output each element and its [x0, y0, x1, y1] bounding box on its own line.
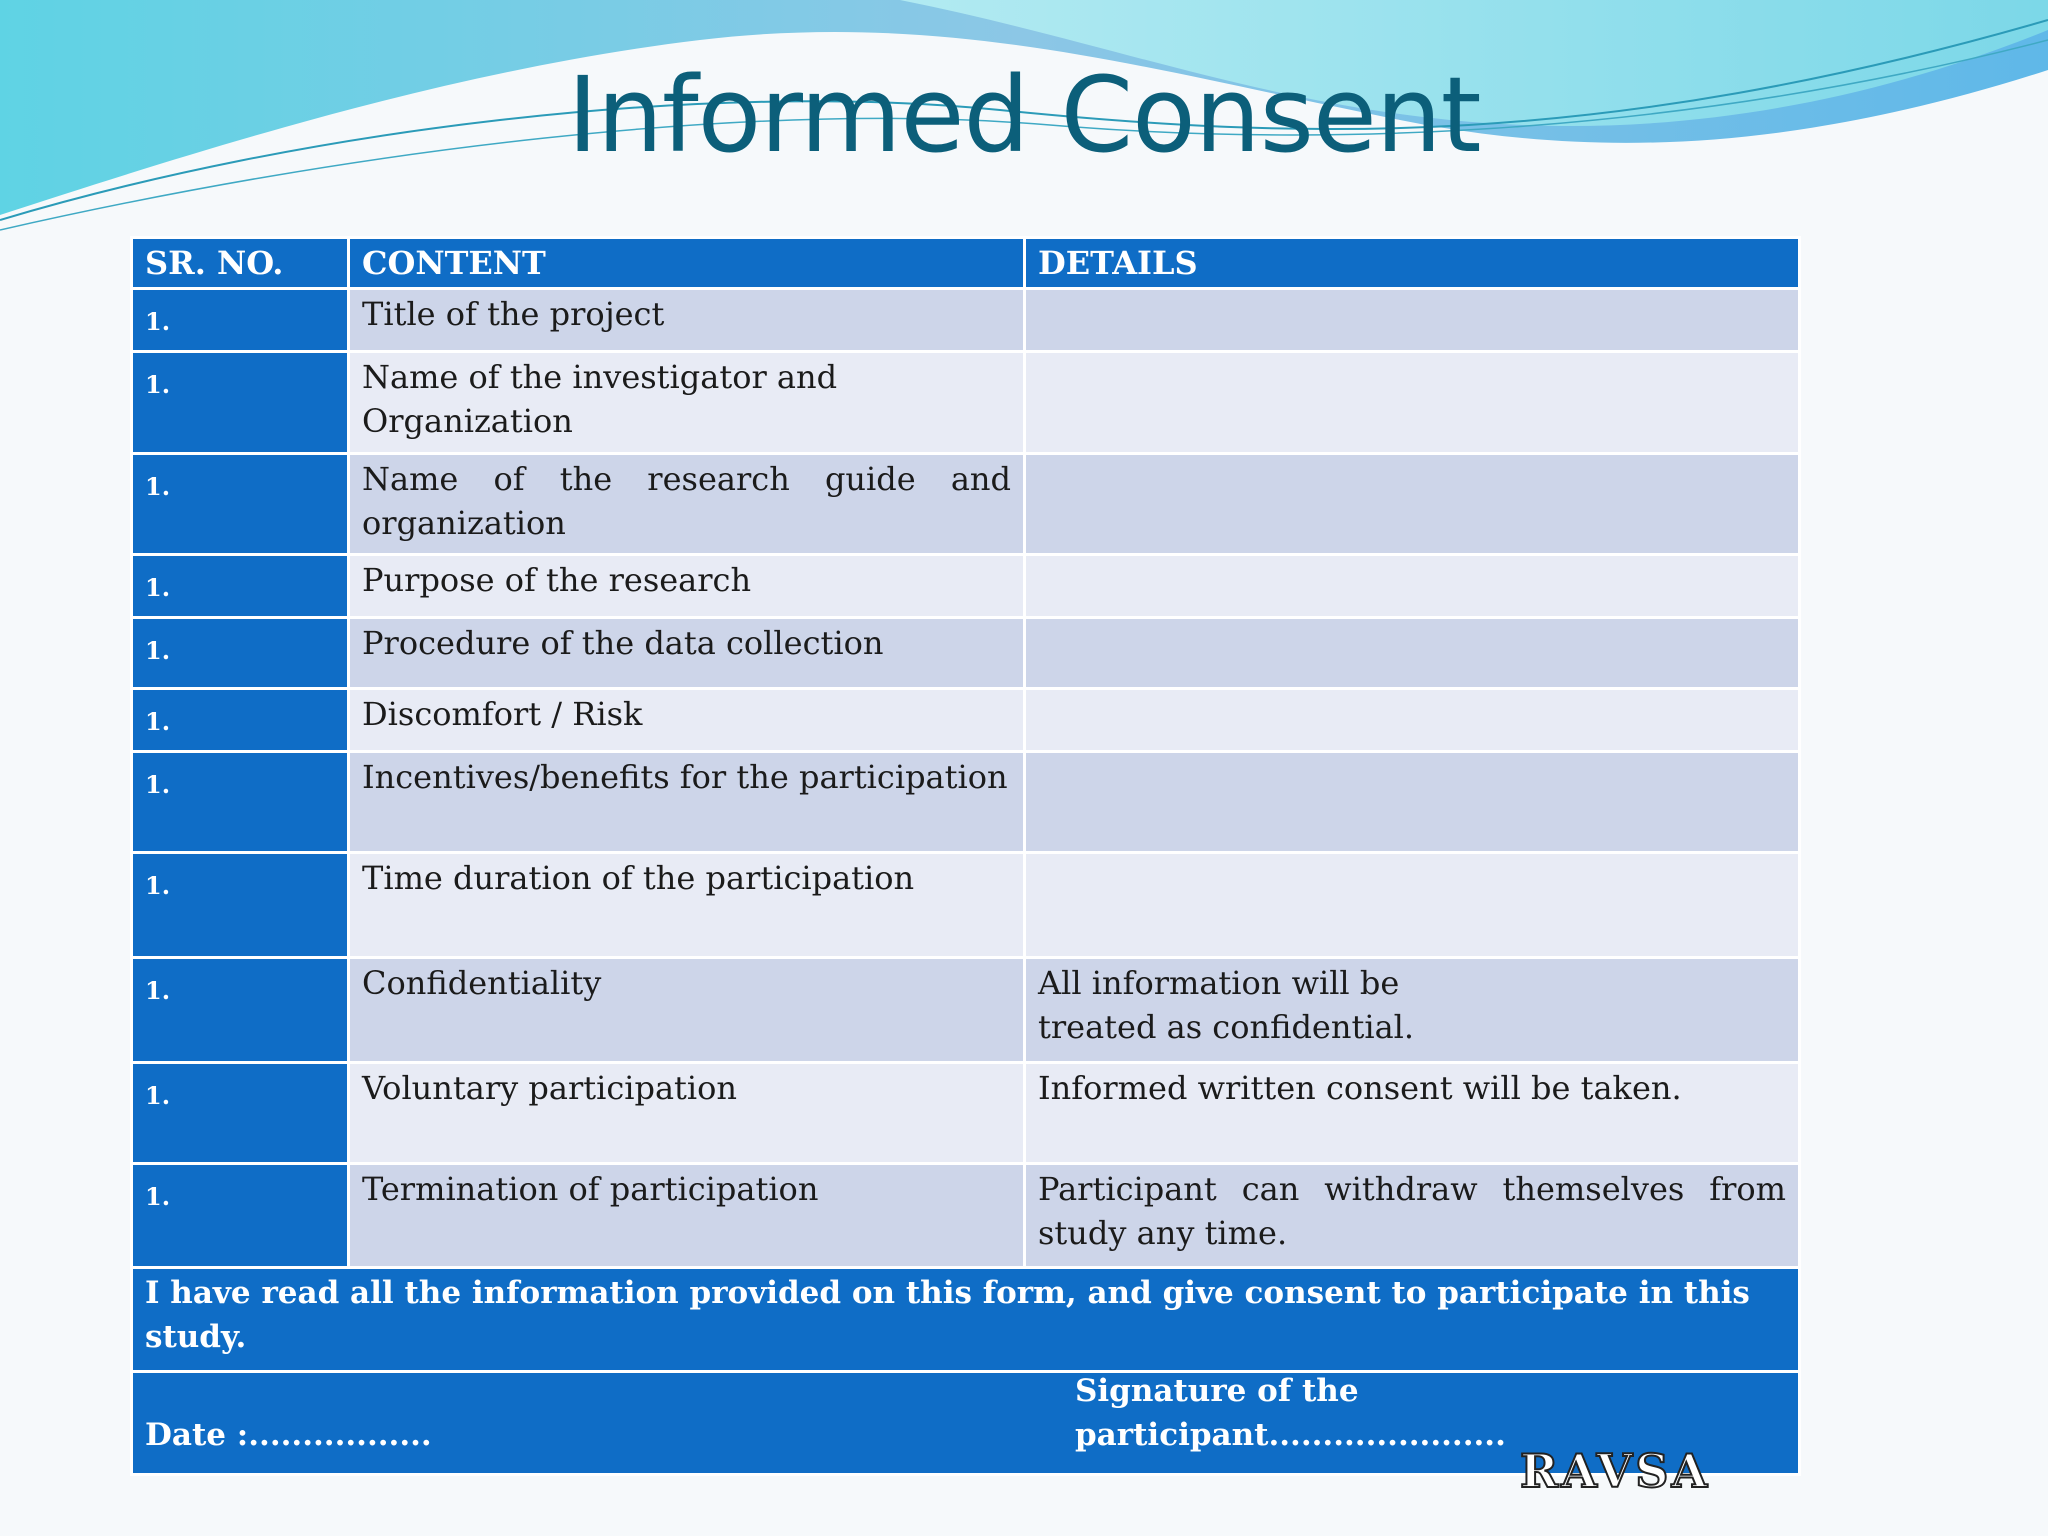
row-sr-no: 1. — [132, 555, 349, 618]
row-sr-no: 1. — [132, 853, 349, 958]
table-row — [132, 853, 1800, 958]
row-details[interactable]: Informed written consent will be taken. — [1025, 1063, 1800, 1164]
table-row — [132, 1164, 1800, 1268]
row-sr-no: 1. — [132, 1164, 349, 1268]
header-content: CONTENT — [349, 238, 1025, 289]
consent-form-table — [130, 236, 1798, 1476]
ravsa-logo: RAVSA — [1520, 1444, 1711, 1498]
row-content: Voluntary participation — [349, 1063, 1025, 1164]
table-row — [132, 555, 1800, 618]
table-row — [132, 289, 1800, 352]
table-row — [132, 454, 1800, 555]
row-content: Time duration of the participation — [349, 853, 1025, 958]
row-details[interactable] — [1025, 853, 1800, 958]
row-content: Termination of participation — [349, 1164, 1025, 1268]
table-row — [132, 689, 1800, 752]
date-field[interactable]: Date :................. — [145, 1417, 432, 1453]
header-sr-no: SR. NO. — [132, 238, 349, 289]
row-content: Title of the project — [349, 289, 1025, 352]
row-details[interactable] — [1025, 618, 1800, 689]
row-sr-no: 1. — [132, 618, 349, 689]
table-header-row — [132, 238, 1800, 289]
signature-field[interactable]: Signature of the participant...................... — [1075, 1373, 1506, 1453]
table-row — [132, 618, 1800, 689]
row-content: Name of the research guide and organization — [349, 454, 1025, 555]
header-details: DETAILS — [1025, 238, 1800, 289]
row-sr-no: 1. — [132, 352, 349, 454]
row-sr-no: 1. — [132, 958, 349, 1063]
table-row — [132, 352, 1800, 454]
table-row — [132, 1063, 1800, 1164]
row-sr-no: 1. — [132, 1063, 349, 1164]
row-details[interactable] — [1025, 289, 1800, 352]
row-details[interactable] — [1025, 752, 1800, 853]
row-sr-no: 1. — [132, 454, 349, 555]
row-details[interactable] — [1025, 555, 1800, 618]
row-content: Purpose of the research — [349, 555, 1025, 618]
row-sr-no: 1. — [132, 289, 349, 352]
row-content: Confidentiality — [349, 958, 1025, 1063]
row-content: Procedure of the data collection — [349, 618, 1025, 689]
table-row — [132, 958, 1800, 1063]
row-details[interactable] — [1025, 689, 1800, 752]
row-details[interactable]: All information will be treated as confidential. — [1025, 958, 1800, 1063]
row-details[interactable] — [1025, 454, 1800, 555]
row-details[interactable]: Participant can withdraw themselves from study any time. — [1025, 1164, 1800, 1268]
row-sr-no: 1. — [132, 689, 349, 752]
table-row — [132, 752, 1800, 853]
row-content: Name of the investigator and Organization — [349, 352, 1025, 454]
row-content: Incentives/benefits for the participation — [349, 752, 1025, 853]
consent-statement-row — [132, 1268, 1800, 1372]
consent-statement: I have read all the information provided on this form, and give consent to participate in this study. — [132, 1268, 1800, 1372]
row-content: Discomfort / Risk — [349, 689, 1025, 752]
page-title: Informed Consent — [567, 54, 1481, 176]
row-sr-no: 1. — [132, 752, 349, 853]
row-details[interactable] — [1025, 352, 1800, 454]
